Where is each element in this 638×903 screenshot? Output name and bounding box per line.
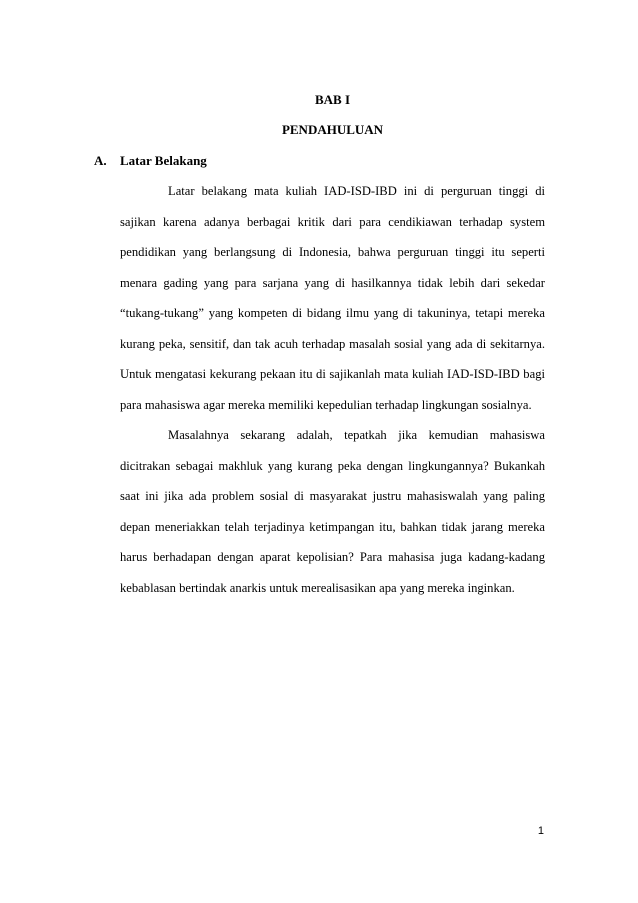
- paragraph-2: Masalahnya sekarang adalah, tepatkah jika kemudian mahasiswa dicitrakan sebagai makhluk yang kurang peka dengan lingkungannya? Bukankah saat ini jika ada problem sosial di masyarakat justru mahasiswalah yang paling depan meneriakkan telah terjadinya ketimpangan itu, bahkan tidak jarang mereka harus berhadapan dengan aparat kepolisian? Para mahasisa juga kadang-kadang kebablasan bertindak anarkis untuk merealisasikan apa yang mereka inginkan.: [120, 428, 545, 595]
- section-number: A.: [94, 153, 107, 168]
- chapter-label: BAB I: [314, 92, 351, 107]
- section-title: Latar Belakang: [120, 153, 207, 168]
- section-heading: [94, 153, 207, 169]
- paragraph-1: Latar belakang mata kuliah IAD-ISD-IBD ini di perguruan tinggi di sajikan karena adanya berbagai kritik dari para cendikiawan terhadap system pendidikan yang berlangsung di Indonesia, bahwa perguruan tinggi itu seperti menara gading yang para sarjana yang di hasilkannya tidak lebih dari sekedar “tukang-tukang” yang kompeten di bidang ilmu yang di takuninya, tetapi mereka kurang peka, sensitif, dan tak acuh terhadap masalah sosial yang ada di sekitarnya. Untuk mengatasi kekurang pekaan itu di sajikanlah mata kuliah IAD-ISD-IBD bagi para mahasiswa agar mereka memiliki kepedulian terhadap lingkungan sosialnya.: [120, 184, 545, 412]
- page-number: 1: [537, 825, 544, 837]
- chapter-title: PENDAHULUAN: [281, 122, 384, 137]
- body-text: [120, 176, 545, 603]
